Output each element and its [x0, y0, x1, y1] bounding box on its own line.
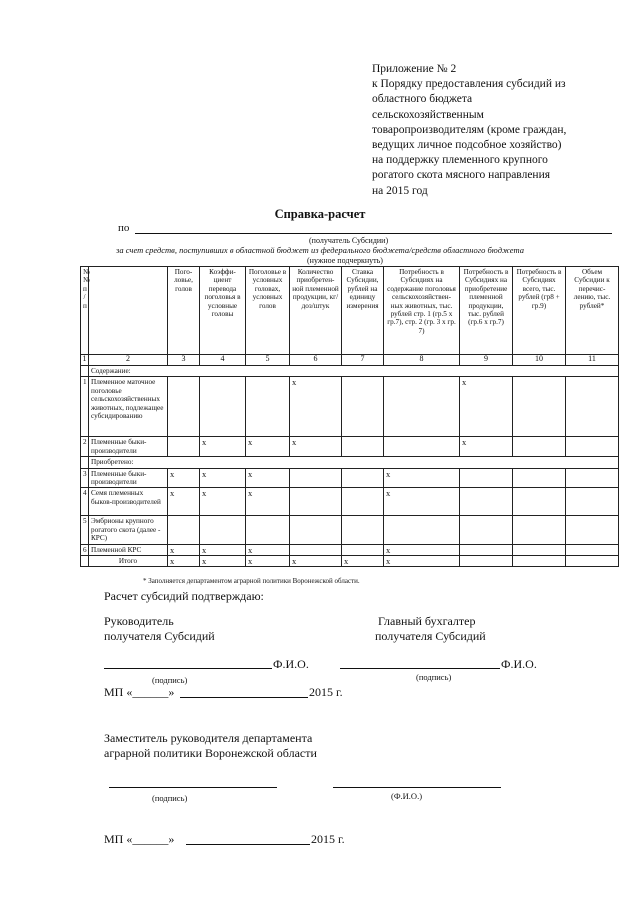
section-purchased-label: Приобретено:: [89, 457, 619, 468]
cell[interactable]: [460, 468, 513, 488]
cell[interactable]: x: [384, 488, 460, 516]
cell[interactable]: x: [342, 556, 384, 567]
cell[interactable]: [290, 544, 342, 555]
table-footnote: * Заполняется департаментом аграрной политики Воронежской области.: [143, 577, 360, 585]
col-number: 4: [200, 355, 246, 366]
cell[interactable]: [513, 544, 566, 555]
head-sign-caption: (подпись): [152, 675, 188, 685]
appendix-line: на поддержку племенного крупного: [372, 154, 548, 167]
cell[interactable]: x: [200, 437, 246, 457]
cell[interactable]: [566, 488, 619, 516]
row-number: 4: [81, 488, 89, 516]
cell[interactable]: [200, 377, 246, 437]
header-cell: [89, 267, 168, 355]
underline-caption: (нужное подчеркнуть): [307, 256, 383, 265]
header-cell: Коэффи-циент перевода поголовья в условные головы: [200, 267, 246, 355]
cell[interactable]: x: [200, 468, 246, 488]
cell[interactable]: [566, 556, 619, 567]
deputy-fio-line[interactable]: [333, 787, 501, 788]
cell[interactable]: [566, 544, 619, 555]
appendix-line: рогатого скота мясного направления: [372, 169, 551, 182]
cell[interactable]: x: [200, 544, 246, 555]
cell[interactable]: x: [200, 488, 246, 516]
cell[interactable]: [566, 516, 619, 544]
cell[interactable]: x: [384, 556, 460, 567]
col-number: 5: [246, 355, 290, 366]
cell[interactable]: x: [168, 556, 200, 567]
appendix-block: [372, 62, 632, 199]
section-row: [81, 366, 619, 377]
cell[interactable]: [384, 377, 460, 437]
appendix-line: сельскохозяйственным: [372, 108, 484, 121]
row-name: Племенные быки-производители: [89, 437, 168, 457]
appendix-line: ведущих личное подсобное хозяйство): [372, 139, 562, 152]
row-number: 1: [81, 377, 89, 437]
section-row: [81, 457, 619, 468]
table-row: [81, 437, 619, 457]
appendix-line: к Порядку предоставления субсидий из: [372, 78, 566, 91]
cell[interactable]: [290, 468, 342, 488]
cell[interactable]: x: [460, 437, 513, 457]
header-row: [81, 267, 619, 355]
accountant-sign-caption: (подпись): [416, 672, 452, 682]
cell[interactable]: [168, 437, 200, 457]
cell[interactable]: x: [384, 468, 460, 488]
cell[interactable]: [513, 516, 566, 544]
cell[interactable]: [342, 516, 384, 544]
deputy-fio-caption: (Ф.И.О.): [391, 791, 423, 801]
row-number: 3: [81, 468, 89, 488]
cell[interactable]: [566, 377, 619, 437]
deputy-signature-line[interactable]: [109, 787, 277, 788]
cell[interactable]: [246, 516, 290, 544]
cell[interactable]: x: [246, 468, 290, 488]
col-number: 2: [89, 355, 168, 366]
cell[interactable]: [200, 516, 246, 544]
total-label: Итого: [89, 556, 168, 567]
header-cell: Ставка Субсидии, рублей на единицу измерения: [342, 267, 384, 355]
table-row: [81, 468, 619, 488]
col-number: 6: [290, 355, 342, 366]
cell[interactable]: [460, 488, 513, 516]
appendix-line: товаропроизводителям (кроме граждан,: [372, 123, 567, 136]
cell[interactable]: [168, 377, 200, 437]
section-content-label: Содержание:: [89, 366, 619, 377]
cell[interactable]: [342, 544, 384, 555]
head-title-line1: Руководитель: [104, 614, 174, 628]
accountant-title-line1: Главный бухгалтер: [378, 614, 476, 628]
po-label: по: [118, 222, 130, 234]
cell[interactable]: x: [290, 437, 342, 457]
document-title: Справка-расчет: [274, 207, 366, 221]
accountant-signature-line[interactable]: [340, 668, 500, 669]
head-fio-label: Ф.И.О.: [273, 657, 309, 671]
deputy-title-line2: аграрной политики Воронежской области: [104, 746, 317, 760]
recipient-caption: (получатель Субсидии): [309, 236, 389, 245]
table-row: [81, 516, 619, 544]
col-number: 10: [513, 355, 566, 366]
col-number: 8: [384, 355, 460, 366]
cell[interactable]: x: [290, 556, 342, 567]
cell[interactable]: [460, 556, 513, 567]
stamp-date-1: МП «______»: [104, 685, 175, 699]
header-cell: Потребность в Субсидиях всего, тыс. рублей (гр8 + гр.9): [513, 267, 566, 355]
cell[interactable]: x: [168, 488, 200, 516]
date-line-1[interactable]: [180, 697, 308, 698]
accountant-fio-label: Ф.И.О.: [501, 657, 537, 671]
header-cell: Потребность в Субсидиях на приобретение племенной продукции, тыс. рублей (гр.6 х гр.7): [460, 267, 513, 355]
cell[interactable]: [384, 516, 460, 544]
cell[interactable]: [342, 377, 384, 437]
col-number: 7: [342, 355, 384, 366]
cell[interactable]: [513, 488, 566, 516]
cell[interactable]: [460, 544, 513, 555]
cell[interactable]: x: [246, 488, 290, 516]
header-cell: Объем Субсидии к перечис-лению, тыс. рублей*: [566, 267, 619, 355]
table-row: [81, 544, 619, 555]
row-name: Эмбрионы крупного рогатого скота (далее - КРС): [89, 516, 168, 544]
deputy-sign-caption: (подпись): [152, 793, 188, 803]
cell[interactable]: x: [200, 556, 246, 567]
appendix-line: Приложение № 2: [372, 63, 457, 75]
year-1: 2015 г.: [309, 685, 343, 699]
cell[interactable]: [513, 556, 566, 567]
cell[interactable]: x: [168, 544, 200, 555]
cell[interactable]: [566, 437, 619, 457]
funding-line: за счет средств, поступивших в областной бюджет из федерального бюджета/средств областного бюджета: [116, 245, 524, 255]
cell[interactable]: [290, 516, 342, 544]
col-number: 1: [81, 355, 89, 366]
appendix-line: областного бюджета: [372, 93, 473, 106]
header-cell: № № п / п: [81, 267, 89, 355]
header-cell: Пого-ловье, голов: [168, 267, 200, 355]
total-row: [81, 556, 619, 567]
deputy-title-line1: Заместитель руководителя департамента: [104, 731, 313, 745]
cell[interactable]: [384, 437, 460, 457]
cell[interactable]: [168, 516, 200, 544]
cell[interactable]: [513, 377, 566, 437]
row-name: Семя племенных быков-производителей: [89, 488, 168, 516]
cell[interactable]: [513, 468, 566, 488]
cell[interactable]: [246, 377, 290, 437]
cell[interactable]: [342, 468, 384, 488]
cell[interactable]: x: [168, 468, 200, 488]
confirm-heading: Расчет субсидий подтверждаю:: [104, 589, 264, 603]
date-line-2[interactable]: [186, 844, 310, 845]
cell[interactable]: x: [384, 544, 460, 555]
appendix-line: на 2015 год: [372, 184, 428, 197]
table-row: [81, 377, 619, 437]
cell[interactable]: x: [460, 377, 513, 437]
col-number: 11: [566, 355, 619, 366]
calculation-table: [80, 266, 619, 567]
cell[interactable]: [342, 488, 384, 516]
cell[interactable]: [460, 516, 513, 544]
cell[interactable]: [342, 437, 384, 457]
cell[interactable]: x: [246, 437, 290, 457]
head-signature-line[interactable]: [104, 668, 272, 669]
header-cell: Количество приобретен-ной племенной продукции, кг/доз/штук: [290, 267, 342, 355]
cell[interactable]: [513, 437, 566, 457]
year-2: 2015 г.: [311, 832, 345, 846]
row-number: 2: [81, 437, 89, 457]
cell[interactable]: x: [246, 544, 290, 555]
row-number: 6: [81, 544, 89, 555]
accountant-title-line2: получателя Субсидий: [375, 629, 486, 643]
cell[interactable]: x: [290, 377, 342, 437]
row-name: Племенной КРС: [89, 544, 168, 555]
stamp-date-2: МП «______»: [104, 832, 175, 846]
cell[interactable]: [566, 468, 619, 488]
table-row: [81, 488, 619, 516]
head-title-line2: получателя Субсидий: [104, 629, 215, 643]
recipient-field-line[interactable]: [135, 233, 612, 234]
row-name: Племенное маточное поголовье сельскохозяйственных животных, подлежащее субсидированию: [89, 377, 168, 437]
header-cell: Потребность в Субсидиях на содержание поголовья сельскохозяйствен-ных животных, тыс. рублей стр. 1 (гр.5 х гр.7), стр. 2 (гр. 3 х гр. 7): [384, 267, 460, 355]
header-cell: Поголовье в условных головах, условных голов: [246, 267, 290, 355]
cell[interactable]: [290, 488, 342, 516]
cell[interactable]: x: [246, 556, 290, 567]
col-number: 9: [460, 355, 513, 366]
row-name: Племенные быки-производители: [89, 468, 168, 488]
col-number: 3: [168, 355, 200, 366]
row-number: 5: [81, 516, 89, 544]
column-number-row: [81, 355, 619, 366]
